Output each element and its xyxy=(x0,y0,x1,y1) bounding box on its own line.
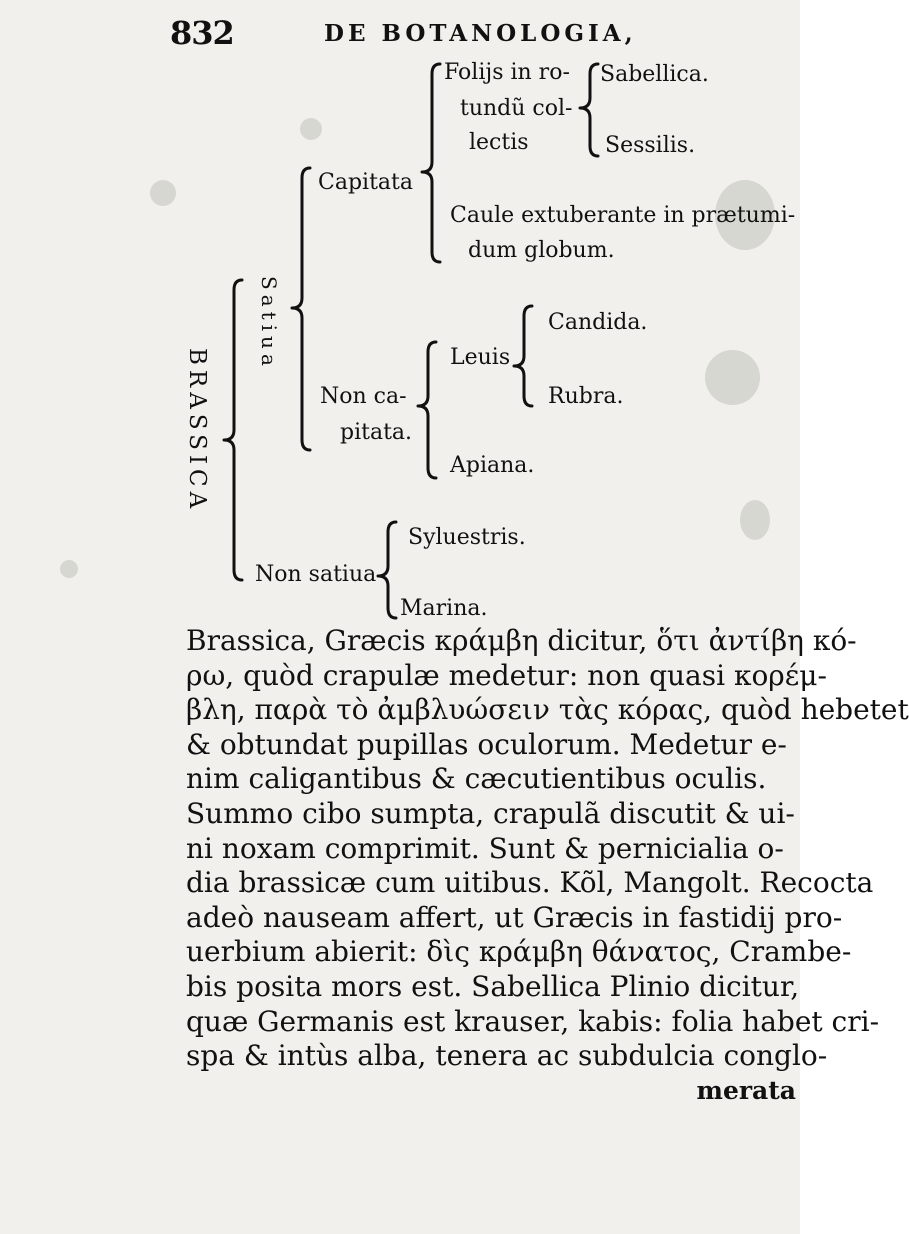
prose-line: quæ Germanis est krauser, kabis: folia habet cri- xyxy=(186,1004,880,1038)
page-header xyxy=(0,14,800,54)
prose-line: Brassica, Græcis κράμβη dicitur, ὅτι ἀντίβη κό- xyxy=(186,624,857,657)
tree-caule-line2: dum globum. xyxy=(468,238,615,263)
sativa-brace xyxy=(286,160,326,470)
tree-marina-label: Marina. xyxy=(400,596,488,621)
prose-line: dia brassicæ cum uitibus. Kõl, Mangolt. Recocta xyxy=(186,866,874,900)
leuis-brace xyxy=(510,300,546,412)
prose-line: ρω, quòd crapulæ medetur: non quasi κορέμ- xyxy=(186,658,827,692)
prose-line: adeò nauseam affert, ut Græcis in fastidij pro- xyxy=(186,900,843,934)
noncapitata-brace xyxy=(412,334,452,490)
tree-sabellica-label: Sabellica. xyxy=(600,62,709,87)
paper-stain xyxy=(300,118,322,140)
tree-nonsativa-label: Non satiua xyxy=(255,562,377,587)
prose-line: nim caligantibus & cæcutientibus oculis. xyxy=(186,762,767,796)
prose-line: ni noxam comprimit. Sunt & pernicialia o- xyxy=(186,831,784,865)
catchword: merata xyxy=(696,1075,796,1105)
paper-stain xyxy=(705,350,760,405)
tree-sativa-label: Satiua xyxy=(257,276,281,371)
tree-noncapitata-line1: Non ca- xyxy=(320,384,407,409)
page-number: 832 xyxy=(170,14,234,52)
prose-line: & obtundat pupillas oculorum. Medetur e- xyxy=(186,727,787,761)
tree-folijs-line2: tundũ col- xyxy=(460,96,573,121)
tree-folijs-line1: Folijs in ro- xyxy=(444,60,570,85)
tree-candida-label: Candida. xyxy=(548,310,648,335)
prose-line: uerbium abierit: δὶς κράμβη θάνατος, Crambe- xyxy=(186,935,852,969)
tree-apiana-label: Apiana. xyxy=(450,453,535,478)
tree-sylvestris-label: Syluestris. xyxy=(408,525,526,550)
tree-capitata-label: Capitata xyxy=(318,170,413,195)
paper-stain xyxy=(60,560,78,578)
capitata-brace xyxy=(416,58,456,270)
tree-root-label: BRASSICA xyxy=(184,348,210,514)
prose-line: βλη, παρὰ τὸ ἀμβλυώσειν τὰς κόρας, quòd hebetet xyxy=(186,693,909,727)
root-brace xyxy=(220,270,260,590)
tree-folijs-line3: lectis xyxy=(469,130,529,155)
prose-line: bis posita mors est. Sabellica Plinio dicitur, xyxy=(186,969,800,1003)
running-head: DE BOTANOLOGIA, xyxy=(324,20,637,47)
prose-line: spa & intùs alba, tenera ac subdulcia conglo- xyxy=(186,1039,828,1073)
tree-sessilis-label: Sessilis. xyxy=(605,133,696,158)
paper-stain xyxy=(740,500,770,540)
paper-stain xyxy=(150,180,176,206)
prose-line: Summo cibo sumpta, crapulã discutit & ui- xyxy=(186,796,795,830)
tree-leuis-label: Leuis xyxy=(450,345,511,370)
tree-caule-line1: Caule extuberante in prætumi- xyxy=(450,203,796,228)
tree-rubra-label: Rubra. xyxy=(548,384,624,409)
prose-paragraph xyxy=(186,624,909,1108)
tree-noncapitata-line2: pitata. xyxy=(340,420,413,445)
